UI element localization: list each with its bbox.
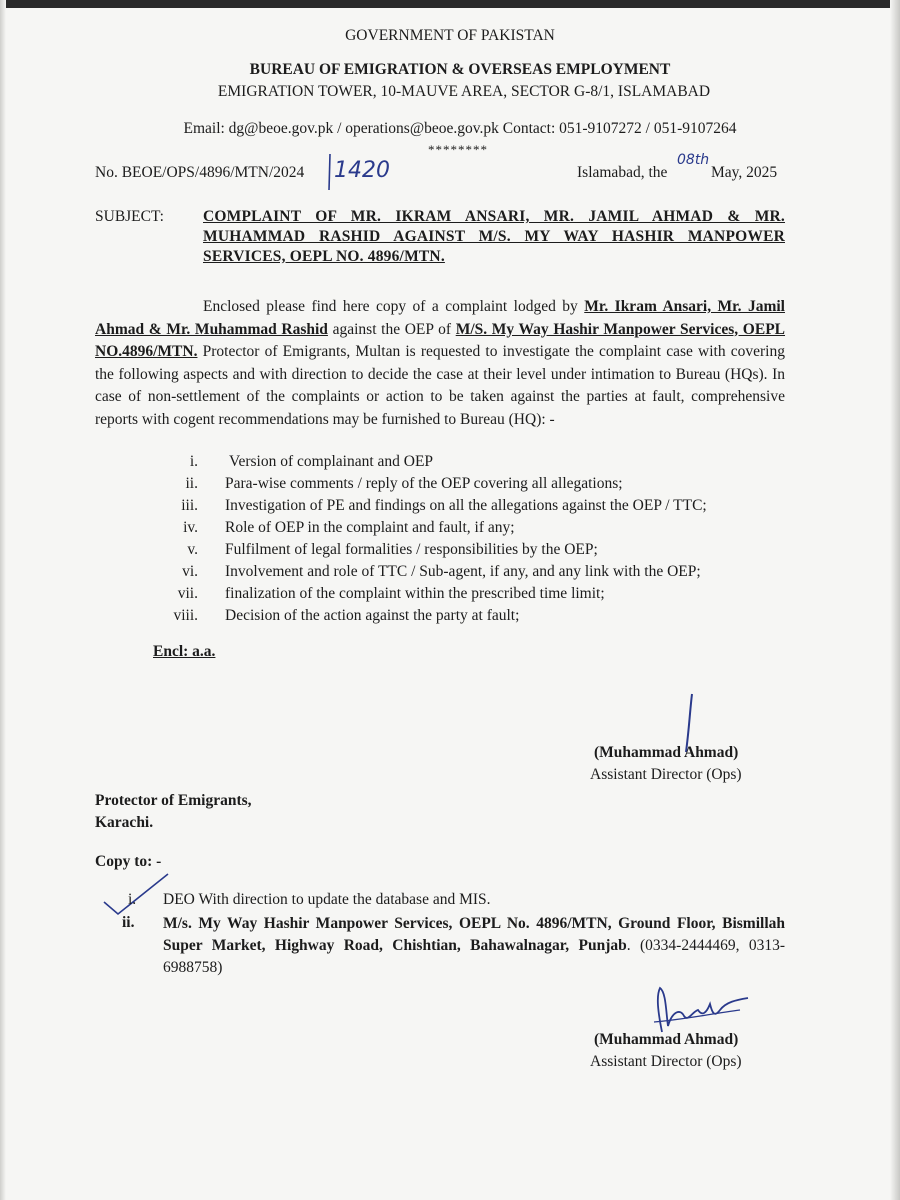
list-item	[170, 584, 790, 606]
list-item-text: Decision of the action against the party at fault;	[225, 607, 520, 624]
list-item-number: v.	[187, 541, 198, 558]
copy-item-text-2	[163, 913, 785, 979]
signatory-name-2: (Muhammad Ahmad)	[594, 1031, 739, 1048]
list-item-number: vi.	[182, 563, 198, 580]
list-item	[170, 540, 790, 562]
body-text-1: Enclosed please find here copy of a complaint lodged by	[203, 298, 585, 315]
list-item-number: viii.	[173, 607, 198, 624]
oep-name: M/S. My Way Hashir Manpower Services, OEPL NO.4896/MTN.	[95, 320, 786, 360]
scan-right-edge	[890, 0, 900, 1200]
body-text-3: Protector of Emigrants, Multan is requested to investigate the complaint case with covering the following aspects and with direction to decide the case at their level under intimation to Bureau (HQs). In case of non-settlement of the complaints or action to be taken against the parties at fault, comprehensive reports with cogent recommendations may be furnished to Bureau (HQ): -	[95, 343, 785, 428]
list-item-text: Fulfilment of legal formalities / responsibilities by the OEP;	[225, 541, 598, 558]
list-item	[170, 606, 790, 628]
bureau-address: EMIGRATION TOWER, 10-MAUVE AREA, SECTOR G-8/1, ISLAMABAD	[217, 83, 711, 100]
bureau-heading: BUREAU OF EMIGRATION & OVERSEAS EMPLOYMENT	[249, 61, 671, 78]
list-item	[170, 452, 790, 474]
body-paragraph	[95, 296, 785, 431]
complainant-names: Mr. Ikram Ansari, Mr. Jamil Ahmad & Mr. Muhammad Rashid	[95, 298, 785, 338]
list-item-text: Involvement and role of TTC / Sub-agent, if any, and any link with the OEP;	[225, 563, 701, 580]
copy-item-bold-text: M/s. My Way Hashir Manpower Services, OEPL No. 4896/MTN, Ground Floor, Bismillah Super Market, Highway Road, Chishtian, Bahawalnagar, Punjab	[163, 915, 785, 954]
list-item-number: vii.	[177, 585, 198, 602]
copy-item-number-2: ii.	[122, 914, 135, 931]
copy-item-plain-text: . (0334-2444469, 0313-6988758)	[163, 937, 785, 976]
signatory-title-2: Assistant Director (Ops)	[590, 1053, 742, 1070]
separator-stars: ********	[428, 142, 488, 157]
copy-to-label: Copy to: -	[95, 853, 162, 870]
date-prefix: Islamabad, the	[577, 164, 668, 181]
aspects-list	[170, 452, 790, 628]
list-item-number: iv.	[183, 519, 198, 536]
list-item	[170, 562, 790, 584]
contact-line: Email: dg@beoe.gov.pk / operations@beoe.gov.pk Contact: 051-9107272 / 051-9107264	[183, 120, 737, 137]
subject-text: COMPLAINT OF MR. IKRAM ANSARI, MR. JAMIL AHMAD & MR. MUHAMMAD RASHID AGAINST M/S. MY WAY HASHIR MANPOWER SERVICES, OEPL NO. 4896/MTN.	[203, 208, 785, 265]
reference-number: No. BEOE/OPS/4896/MTN/2024	[95, 164, 305, 181]
scan-top-border	[0, 0, 900, 8]
recipient-line-1: Protector of Emigrants,	[95, 792, 252, 809]
list-item-number: i.	[189, 453, 198, 470]
enclosure-note: Encl: a.a.	[153, 643, 216, 660]
government-heading: GOVERNMENT OF PAKISTAN	[345, 27, 555, 44]
list-item	[170, 474, 790, 496]
list-item	[170, 518, 790, 540]
date-suffix: May, 2025	[711, 164, 778, 181]
list-item-number: ii.	[185, 475, 198, 492]
signatory-title-1: Assistant Director (Ops)	[590, 766, 742, 783]
list-item-text: Role of OEP in the complaint and fault, if any;	[225, 519, 515, 536]
subject-label: SUBJECT:	[95, 208, 164, 225]
body-text-2: against the OEP of	[327, 320, 456, 338]
list-item-text: Version of complainant and OEP	[229, 453, 434, 470]
list-item-number: iii.	[181, 497, 198, 514]
signatory-name-1: (Muhammad Ahmad)	[594, 744, 739, 761]
list-item-text: Para-wise comments / reply of the OEP covering all allegations;	[225, 475, 623, 492]
recipient-line-2: Karachi.	[95, 814, 154, 831]
scan-left-edge	[0, 0, 6, 1200]
list-item-text: finalization of the complaint within the prescribed time limit;	[225, 585, 605, 602]
list-item-text: Investigation of PE and findings on all the allegations against the OEP / TTC;	[225, 497, 707, 514]
handwritten-date-day: 08th	[677, 152, 710, 168]
copy-item-number-1: i.	[128, 891, 137, 908]
list-item	[170, 496, 790, 518]
copy-item-text-1: DEO With direction to update the database and MIS.	[163, 891, 491, 908]
handwritten-diary-number-text: 1420	[334, 158, 390, 183]
